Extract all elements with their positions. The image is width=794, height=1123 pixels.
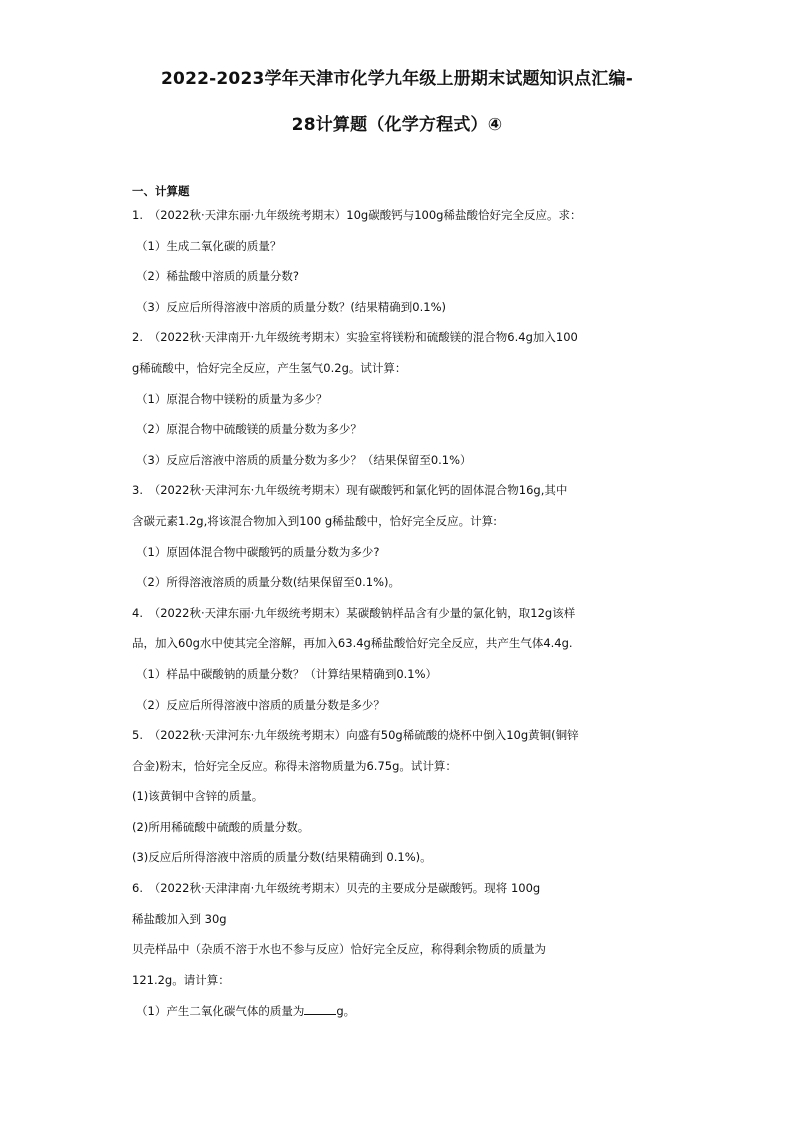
q6-stem-line-2: 稀盐酸加入到 30g: [132, 911, 227, 926]
q6-stem-line-4: 121.2g。请计算：: [132, 972, 230, 987]
q5-part-3: (3)反应后所得溶液中溶质的质量分数(结果精确到 0.1%)。: [132, 850, 432, 865]
q5-part-2: (2)所用稀硫酸中硫酸的质量分数。: [132, 819, 310, 834]
q5-part-1: (1)该黄铜中含锌的质量。: [132, 789, 264, 804]
document-title-line-1: 2022-2023学年天津市化学九年级上册期末试题知识点汇编-: [161, 69, 633, 89]
q2-part-3: （3）反应后溶液中溶质的质量分数为多少？（结果保留至0.1%）: [136, 452, 472, 467]
q5-stem-line-1: 5. （2022秋·天津河东·九年级统考期末）向盛有50g稀硫酸的烧杯中倒入10g黄铜(铜锌: [132, 728, 579, 743]
answer-blank: [304, 1002, 336, 1015]
q2-part-1: （1）原混合物中镁粉的质量为多少？: [136, 391, 328, 406]
q4-part-1: （1）样品中碳酸钠的质量分数？（计算结果精确到0.1%）: [136, 666, 438, 681]
q3-part-1: （1）原固体混合物中碳酸钙的质量分数为多少?: [136, 544, 380, 559]
q3-stem-line-2: 含碳元素1.2g,将该混合物加入到100 g稀盐酸中，恰好完全反应。计算:: [132, 513, 498, 528]
q2-stem-line-1: 2. （2022秋·天津南开·九年级统考期末）实验室将镁粉和硫酸镁的混合物6.4g加入100: [132, 330, 578, 345]
section-heading: 一、计算题: [132, 184, 190, 198]
q1-part-3: （3）反应后所得溶液中溶质的质量分数？(结果精确到0.1%): [136, 299, 447, 314]
q6-part-1: [132, 1002, 672, 1018]
q1-stem: 1. （2022秋·天津东丽·九年级统考期末）10g碳酸钙与100g稀盐酸恰好完全反应。求：: [132, 208, 582, 222]
q1-part-1: （1）生成二氧化碳的质量？: [136, 238, 282, 253]
q6-stem-line-3: 贝壳样品中（杂质不溶于水也不参与反应）恰好完全反应，称得剩余物质的质量为: [132, 942, 546, 957]
q3-stem-line-1: 3. （2022秋·天津河东·九年级统考期末）现有碳酸钙和氯化钙的固体混合物16g,其中: [132, 483, 568, 498]
q2-stem-line-2: g稀硫酸中，恰好完全反应，产生氢气0.2g。试计算：: [132, 360, 407, 375]
q2-part-2: （2）原混合物中硫酸镁的质量分数为多少？: [136, 422, 362, 437]
document-title-line-2: 28计算题（化学方程式）④: [291, 115, 503, 135]
q4-part-2: （2）反应后所得溶液中溶质的质量分数是多少？: [136, 697, 385, 712]
q6-stem-line-1: 6. （2022秋·天津津南·九年级统考期末）贝壳的主要成分是碳酸钙。现将 100g: [132, 881, 541, 896]
q4-stem-line-1: 4. （2022秋·天津东丽·九年级统考期末）某碳酸钠样品含有少量的氯化钠，取12g该样: [132, 605, 576, 620]
q5-stem-line-2: 合金)粉末，恰好完全反应。称得未溶物质量为6.75g。试计算：: [132, 758, 457, 773]
q1-part-2: （2）稀盐酸中溶质的质量分数?: [136, 269, 299, 284]
q4-stem-line-2: 品，加入60g水中使其完全溶解，再加入63.4g稀盐酸恰好完全反应，共产生气体4.4g.: [132, 636, 573, 651]
q6-part-1-text-before: （1）产生二氧化碳气体的质量为: [136, 1004, 305, 1019]
q3-part-2: （2）所得溶液溶质的质量分数(结果保留至0.1%)。: [136, 575, 401, 590]
document-body: [132, 183, 672, 1033]
q6-part-1-text-after: g。: [336, 1004, 356, 1019]
